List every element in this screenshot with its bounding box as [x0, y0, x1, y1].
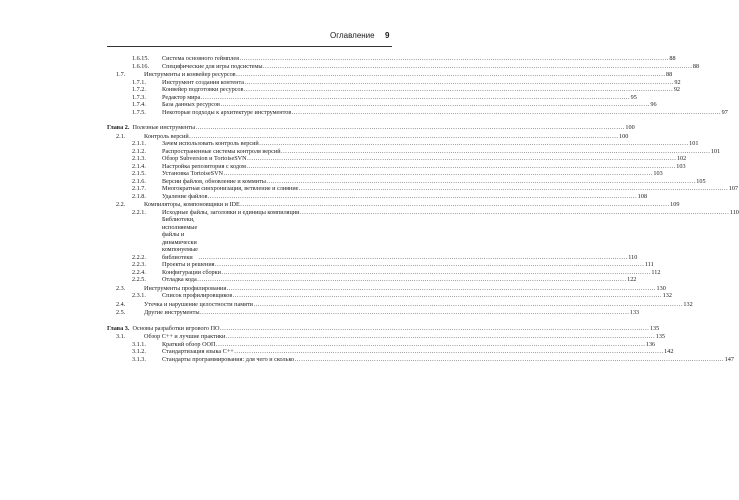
toc-leader-dots	[300, 209, 729, 217]
toc-leader-dots	[215, 261, 644, 269]
toc-entry[interactable]	[107, 108, 728, 117]
toc-entry-title: Контроль версий	[144, 132, 189, 140]
toc-entry-title: Инструмент создания контента	[162, 78, 245, 86]
toc-entry[interactable]	[107, 185, 739, 193]
toc-leader-dots	[247, 155, 676, 163]
toc-leader-dots	[224, 170, 653, 178]
toc-entry-title: Распространенные системы контроля версий	[162, 147, 281, 155]
toc-entry-title: Проекты и решения	[162, 261, 215, 268]
toc-leader-dots	[197, 276, 626, 284]
toc-entry-page: 102	[676, 155, 687, 162]
toc-entry[interactable]	[107, 333, 665, 341]
toc-leader-dots	[236, 71, 665, 79]
toc-entry[interactable]	[107, 261, 654, 269]
toc-entry-title: Исходные файлы, заголовки и единицы компиляции	[162, 208, 300, 216]
toc-entry-title: Библиотеки, исполняемые файлы и динамически компонуемые библиотеки	[162, 216, 198, 261]
toc-entry-number: 2.2.4.	[132, 268, 146, 276]
toc-entry-title: Многократная синхронизация, ветвление и слияние	[162, 185, 299, 192]
toc-entry-number: 3.1.2.	[132, 348, 146, 355]
toc-entry-title: Обзор C++ и лучшие практики	[144, 333, 226, 340]
toc-entry-page: 97	[721, 108, 728, 116]
toc-entry-title: Отладка кода	[162, 276, 197, 283]
toc-leader-dots	[295, 356, 724, 364]
toc-entry-page: 88	[692, 62, 700, 70]
toc-leader-dots	[189, 133, 618, 141]
toc-leader-dots	[239, 55, 668, 63]
toc-entry-number: 1.7.4.	[132, 101, 146, 108]
toc-entry[interactable]	[107, 124, 635, 132]
toc-entry-number: 2.2.5.	[132, 276, 146, 283]
header-rule	[107, 46, 392, 47]
toc-entry-page: 135	[655, 333, 665, 340]
toc-leader-dots	[216, 341, 645, 349]
toc-entry-number: 3.1.3.	[132, 355, 146, 363]
toc-entry[interactable]	[107, 268, 661, 277]
toc-entry-page: 110	[729, 208, 739, 216]
toc-entry[interactable]	[107, 300, 693, 309]
toc-entry-page: 109	[670, 201, 680, 208]
toc-entry-page: 111	[644, 261, 654, 268]
toc-entry[interactable]	[107, 201, 680, 209]
toc-entry-number: 2.4.	[116, 300, 126, 308]
toc-leader-dots	[198, 254, 627, 262]
toc-entry-page: 133	[629, 309, 640, 316]
toc-entry-page: 88	[669, 55, 676, 62]
toc-entry-page: 101	[710, 147, 721, 155]
toc-leader-dots	[220, 325, 649, 333]
toc-entry-number: 2.1.	[116, 132, 126, 140]
toc-entry-page: 132	[683, 300, 693, 308]
toc-entry-title: Инструменты и конвейер ресурсов	[144, 71, 236, 78]
toc-entry-title: Инструменты профилирования	[144, 284, 227, 292]
toc-entry-title: Версии файлов, обновление и коммиты	[162, 177, 266, 185]
toc-entry-title: Список профилировщиков	[162, 292, 233, 299]
toc-entry[interactable]	[107, 340, 656, 349]
toc-entry[interactable]	[107, 78, 681, 87]
toc-leader-dots	[259, 140, 688, 148]
toc-leader-dots	[227, 285, 656, 293]
toc-entry-number: 1.7.2.	[132, 86, 146, 93]
toc-entry-number: Глава 3.	[107, 324, 130, 332]
toc-entry[interactable]	[107, 292, 672, 300]
toc-entry[interactable]	[107, 276, 637, 284]
toc-entry[interactable]	[107, 177, 706, 186]
toc-entry[interactable]	[107, 86, 680, 94]
toc-entry[interactable]	[107, 216, 638, 261]
toc-entry-number: 2.1.2.	[132, 147, 146, 155]
toc-leader-dots	[246, 163, 675, 171]
toc-leader-dots	[244, 86, 673, 94]
toc-entry-page: 100	[619, 132, 629, 140]
toc-entry-number: 2.1.5.	[132, 170, 146, 177]
toc-leader-dots	[254, 301, 683, 309]
toc-entry-page: 107	[728, 185, 739, 192]
toc-entry-title: Редактор мира	[162, 93, 201, 101]
toc-entry-title: Стандарты программирования: для чего и сколько	[162, 355, 295, 363]
toc-entry-number: 3.1.1.	[132, 340, 146, 348]
toc-entry-number: Глава 2.	[107, 124, 130, 131]
toc-entry[interactable]	[107, 348, 674, 356]
toc-entry-number: 1.6.15.	[132, 55, 150, 62]
toc-leader-dots	[220, 101, 649, 109]
toc-entry[interactable]	[107, 208, 739, 217]
toc-entry-page: 130	[656, 284, 666, 292]
toc-entry-page: 147	[724, 355, 734, 363]
toc-entry[interactable]	[107, 147, 721, 156]
toc-entry-page: 108	[637, 192, 648, 200]
toc-entry-number: 3.1.	[116, 333, 126, 340]
toc-entry-title: База данных ресурсов	[162, 101, 220, 108]
toc-leader-dots	[240, 201, 669, 209]
toc-entry[interactable]	[107, 355, 734, 364]
toc-entry-number: 1.7.	[116, 71, 126, 78]
toc-entry-number: 2.2.	[116, 201, 126, 208]
toc-entry-number: 2.1.3.	[132, 155, 146, 162]
toc-entry-title: Зачем использовать контроль версий	[162, 140, 259, 147]
page-number: 9	[385, 31, 390, 40]
toc-entry-number: 2.3.1.	[132, 292, 146, 299]
toc-entry-title: Система основного геймплея	[162, 55, 239, 62]
toc-leader-dots	[226, 333, 655, 341]
toc-entry-title: Обзор Subversion и TortoiseSVN	[162, 155, 247, 162]
toc-entry-page: 132	[662, 292, 672, 299]
toc-leader-dots	[292, 109, 721, 117]
toc-entry-title: Утечка и нарушение целостности памяти	[144, 300, 253, 308]
toc-leader-dots	[201, 94, 630, 102]
toc-entry[interactable]	[107, 324, 660, 333]
toc-leader-dots	[299, 185, 728, 193]
toc-entry[interactable]	[107, 132, 629, 141]
toc-entry-title: Настройка репозитория с кодом	[162, 162, 246, 170]
toc-leader-dots	[221, 269, 650, 277]
toc-entry[interactable]	[107, 155, 687, 163]
toc-entry[interactable]	[107, 140, 699, 148]
toc-entry-title: Краткий обзор ООП	[162, 340, 216, 348]
toc-entry-number: 2.2.3.	[132, 261, 146, 268]
toc-entry-title: Установка TortoiseSVN	[162, 170, 224, 177]
toc-entry-page: 96	[650, 101, 657, 108]
toc-entry-page: 101	[689, 140, 699, 147]
toc-entry-page: 103	[676, 162, 686, 170]
table-of-contents	[107, 55, 739, 363]
toc-entry[interactable]	[107, 162, 686, 171]
toc-leader-dots	[245, 79, 674, 87]
toc-entry-page: 100	[625, 124, 635, 131]
toc-entry-page: 105	[696, 177, 706, 185]
toc-entry-number: 1.7.1.	[132, 78, 146, 86]
toc-entry-number: 2.1.8.	[132, 192, 146, 200]
toc-entry-page: 95	[630, 93, 637, 101]
toc-entry[interactable]	[107, 309, 640, 317]
toc-entry-number: 2.5.	[116, 309, 126, 316]
toc-entry-number: 2.1.4.	[132, 162, 146, 170]
toc-entry-title: Конфигурации сборки	[162, 268, 221, 276]
toc-entry-page: 122	[627, 276, 637, 283]
toc-leader-dots	[200, 309, 629, 317]
toc-entry-page: 136	[645, 340, 656, 348]
toc-entry-title: Другие инструменты	[144, 309, 200, 316]
toc-entry-page: 112	[651, 268, 661, 276]
toc-entry[interactable]	[107, 284, 666, 293]
running-title: Оглавление	[330, 31, 375, 40]
toc-entry[interactable]	[107, 55, 676, 63]
toc-entry[interactable]	[107, 170, 663, 178]
toc-entry-page: 110	[628, 253, 638, 261]
toc-entry-number: 1.7.5.	[132, 108, 146, 116]
toc-entry-title: Специфические для игры подсистемы	[162, 62, 263, 70]
toc-leader-dots	[196, 124, 625, 132]
toc-entry-title: Удаление файлов	[162, 192, 208, 200]
toc-entry-page: 92	[674, 78, 681, 86]
toc-entry-number: 2.1.1.	[132, 140, 146, 147]
toc-entry[interactable]	[107, 101, 657, 109]
toc-entry[interactable]	[107, 71, 673, 79]
toc-entry-number: 2.2.2.	[132, 253, 146, 261]
toc-entry-title: Конвейер подготовки ресурсов	[162, 86, 244, 93]
toc-leader-dots	[208, 193, 637, 201]
toc-entry-number: 2.3.	[116, 284, 126, 292]
toc-entry-page: 142	[664, 348, 674, 355]
toc-leader-dots	[234, 348, 663, 356]
toc-entry-number: 2.2.1.	[132, 208, 146, 216]
toc-entry-number: 2.1.6.	[132, 177, 146, 185]
toc-leader-dots	[233, 292, 662, 300]
toc-entry-title: Некоторые подходы к архитектуре инструментов	[162, 108, 292, 116]
toc-entry[interactable]	[107, 62, 700, 71]
toc-entry-number: 2.1.7.	[132, 185, 146, 192]
toc-entry[interactable]	[107, 192, 648, 201]
toc-entry-page: 103	[653, 170, 663, 177]
toc-leader-dots	[263, 63, 692, 71]
toc-entry-page: 88	[665, 71, 673, 78]
toc-entry-number: 1.6.16.	[132, 62, 150, 70]
toc-leader-dots	[266, 178, 695, 186]
toc-leader-dots	[281, 148, 710, 156]
toc-entry-page: 92	[673, 86, 680, 93]
toc-entry-title: Основы разработки игрового ПО	[132, 324, 220, 332]
toc-entry-title: Стандартизация языка C++	[162, 348, 234, 355]
toc-entry[interactable]	[107, 93, 637, 102]
toc-entry-title: Компиляторы, компоновщики и IDE	[144, 201, 240, 208]
toc-entry-number: 1.7.3.	[132, 93, 146, 101]
toc-entry-title: Полезные инструменты	[132, 124, 196, 131]
toc-entry-page: 135	[649, 324, 660, 332]
